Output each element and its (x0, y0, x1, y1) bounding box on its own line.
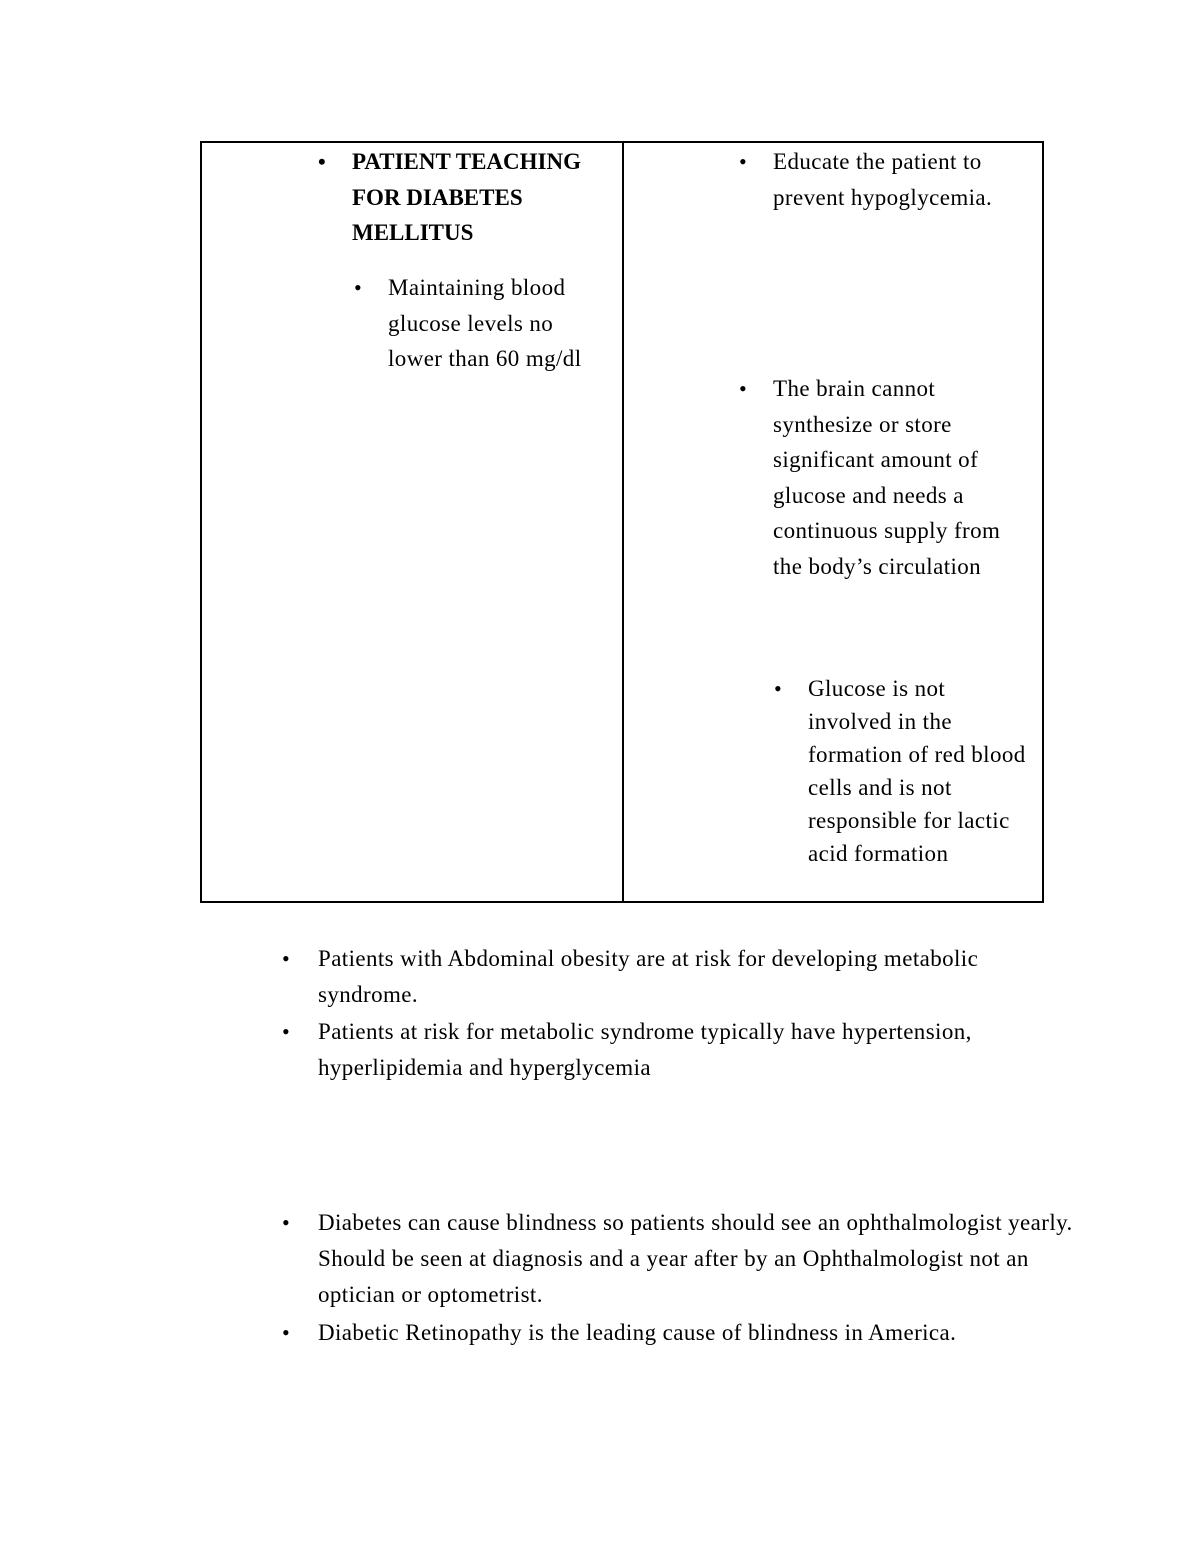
list-item (282, 941, 1078, 1013)
table-right-item-2 (739, 371, 1028, 584)
table-right-item-1 (739, 144, 1013, 215)
list-item (282, 1205, 1078, 1313)
table-right-item-3-text: Glucose is not involved in the formation of red blood cells and is not responsible for lactic acid formation (808, 676, 1026, 866)
table-right-item-2-text: The brain cannot synthesize or store significant amount of glucose and needs a continuous supply from the body’s circulation (773, 376, 1001, 579)
table-right-item-1-text: Educate the patient to prevent hypoglycemia. (773, 149, 993, 210)
list-item-text: Diabetic Retinopathy is the leading cause of blindness in America. (318, 1320, 957, 1345)
bullet-icon: • (739, 376, 748, 401)
list-item (282, 1315, 1078, 1351)
bullet-icon: • (282, 1210, 291, 1235)
table-heading-item (318, 144, 614, 251)
bullet-icon: • (282, 1019, 291, 1044)
table-right-item-3 (774, 672, 1030, 870)
bullet-icon: • (354, 275, 363, 300)
bullet-icon: • (774, 676, 783, 701)
table-heading: PATIENT TEACHING FOR DIABETES MELLITUS (352, 149, 581, 245)
list-item-text: Diabetes can cause blindness so patients should see an ophthalmologist yearly. Should be seen at diagnosis and a year after by an Ophthalmologist not an optician or optometrist. (318, 1210, 1073, 1307)
bullet-icon: • (318, 149, 326, 174)
table-left-subitem-text: Maintaining blood glucose levels no lower than 60 mg/dl (388, 275, 582, 371)
list-item (282, 1014, 1078, 1086)
column-divider (622, 143, 624, 901)
bullet-icon: • (282, 1320, 291, 1345)
table-left-subitem (354, 270, 610, 377)
bullet-icon: • (282, 946, 291, 971)
list-item-text: Patients with Abdominal obesity are at risk for developing metabolic syndrome. (318, 946, 979, 1007)
list-item-text: Patients at risk for metabolic syndrome typically have hypertension, hyperlipidemia and hyperglycemia (318, 1019, 972, 1080)
bullet-icon: • (739, 149, 748, 174)
